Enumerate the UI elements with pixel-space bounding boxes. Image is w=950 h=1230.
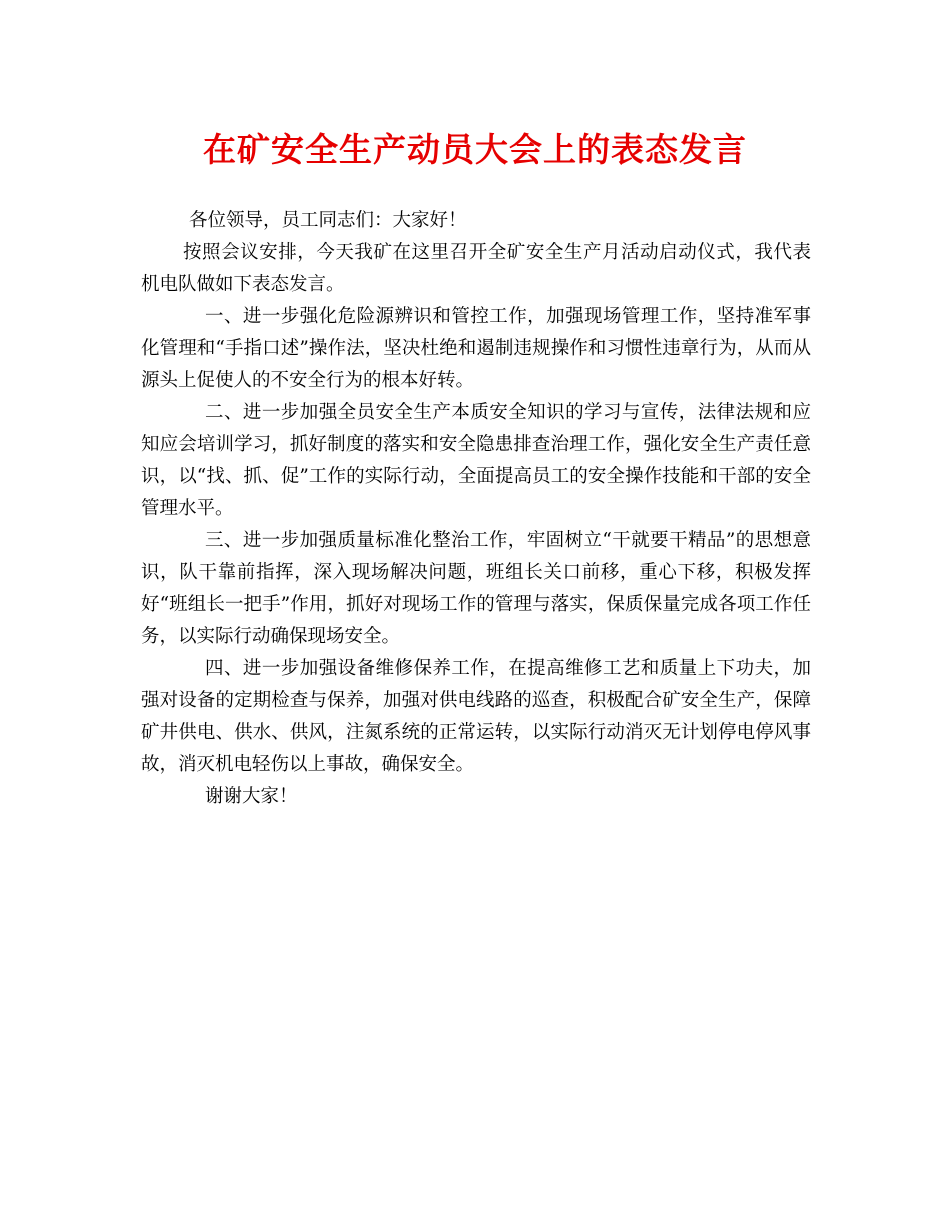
point-paragraph-4: 四、进一步加强设备维修保养工作，在提高维修工艺和质量上下功夫，加强对设备的定期检查与保养，加强对供电线路的巡查，积极配合矿安全生产，保障矿井供电、供水、供风，注氮系统的正常运转，以实际行动消灭无计划停电停风事故，消灭机电轻伤以上事故，确保安全。 [141,658,811,775]
point-paragraph-2: 二、进一步加强全员安全生产本质安全知识的学习与宣传，法律法规和应知应会培训学习，抓好制度的落实和安全隐患排查治理工作，强化安全生产责任意识，以“找、抓、促”工作的实际行动，全面提高员工的安全操作技能和干部的安全管理水平。 [141,402,811,519]
intro-paragraph: 按照会议安排，今天我矿在这里召开全矿安全生产月活动启动仪式，我代表机电队做如下表态发言。 [141,242,811,295]
document-title: 在矿安全生产动员大会上的表态发言 [203,130,747,169]
point-paragraph-1: 一、进一步强化危险源辨识和管控工作，加强现场管理工作，坚持准军事化管理和“手指口述”操作法，坚决杜绝和遏制违规操作和习惯性违章行为，从而从源头上促使人的不安全行为的根本好转。 [141,306,811,391]
document-body [141,205,811,813]
greeting-paragraph: 各位领导，员工同志们：大家好！ [189,210,467,231]
point-paragraph-3: 三、进一步加强质量标准化整治工作，牢固树立“干就要干精品”的思想意识，队干靠前指挥，深入现场解决问题，班组长关口前移，重心下移，积极发挥好“班组长一把手”作用，抓好对现场工作的管理与落实，保质保量完成各项工作任务，以实际行动确保现场安全。 [141,530,811,647]
closing-paragraph: 谢谢大家！ [205,786,298,807]
